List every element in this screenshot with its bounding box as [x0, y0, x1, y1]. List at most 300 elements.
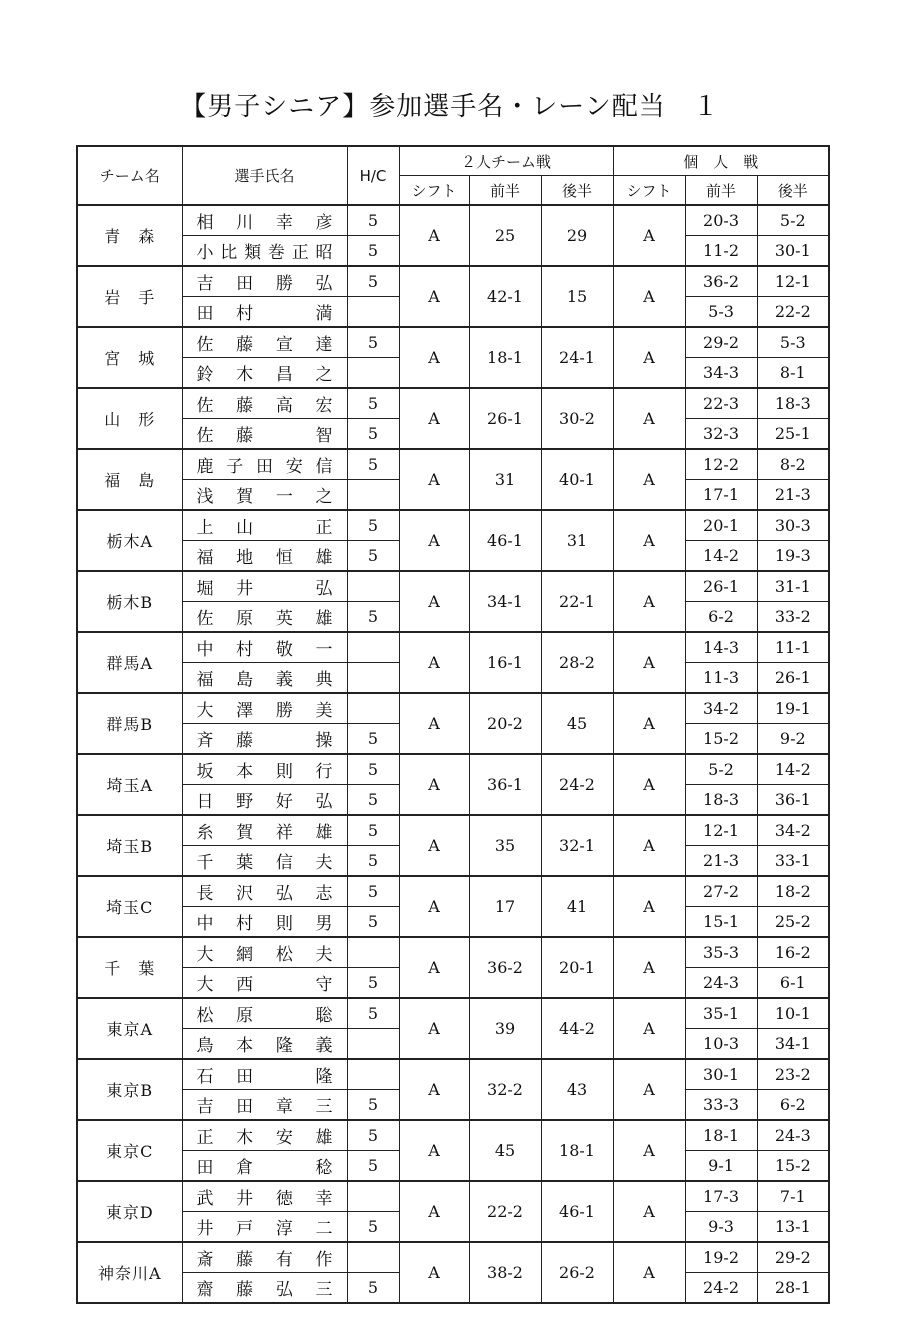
individual-second-half: 30-1 — [757, 236, 829, 267]
player-name — [182, 297, 347, 328]
doubles-first-half: 42-1 — [469, 266, 541, 327]
individual-second-half: 19-3 — [757, 541, 829, 572]
doubles-shift: A — [399, 876, 469, 937]
handicap: 5 — [347, 1090, 399, 1121]
individual-shift: A — [613, 388, 685, 449]
doubles-shift: A — [399, 388, 469, 449]
doubles-shift: A — [399, 998, 469, 1059]
individual-first-half: 10-3 — [685, 1029, 757, 1060]
doubles-first-half: 26-1 — [469, 388, 541, 449]
handicap: 5 — [347, 266, 399, 297]
individual-first-half: 12-1 — [685, 815, 757, 846]
individual-second-half: 5-2 — [757, 205, 829, 236]
individual-shift: A — [613, 937, 685, 998]
individual-first-half: 18-1 — [685, 1120, 757, 1151]
individual-first-half: 30-1 — [685, 1059, 757, 1090]
doubles-shift: A — [399, 571, 469, 632]
player-name — [182, 998, 347, 1029]
player-name — [182, 388, 347, 419]
individual-second-half: 5-3 — [757, 327, 829, 358]
handicap — [347, 571, 399, 602]
table-row — [77, 815, 829, 846]
team-name: 東京D — [77, 1181, 182, 1242]
table-row — [77, 998, 829, 1029]
doubles-second-half: 24-1 — [541, 327, 613, 388]
player-name — [182, 358, 347, 389]
handicap — [347, 1242, 399, 1273]
individual-first-half: 15-1 — [685, 907, 757, 938]
team-name: 東京B — [77, 1059, 182, 1120]
handicap: 5 — [347, 236, 399, 267]
player-name — [182, 724, 347, 755]
individual-first-half: 35-3 — [685, 937, 757, 968]
team-name: 群馬A — [77, 632, 182, 693]
team-name: 山 形 — [77, 388, 182, 449]
doubles-shift: A — [399, 937, 469, 998]
individual-second-half: 29-2 — [757, 1242, 829, 1273]
player-name — [182, 327, 347, 358]
player-name — [182, 1242, 347, 1273]
individual-first-half: 24-2 — [685, 1273, 757, 1304]
team-name: 東京A — [77, 998, 182, 1059]
individual-second-half: 18-3 — [757, 388, 829, 419]
handicap — [347, 480, 399, 511]
player-name-text: 中村敬一 — [196, 640, 335, 660]
individual-first-half: 27-2 — [685, 876, 757, 907]
individual-first-half: 34-3 — [685, 358, 757, 389]
handicap: 5 — [347, 724, 399, 755]
doubles-first-half: 20-2 — [469, 693, 541, 754]
table-row — [77, 1120, 829, 1151]
doubles-second-half: 31 — [541, 510, 613, 571]
doubles-second-half: 24-2 — [541, 754, 613, 815]
player-name-text: 佐藤 智 — [196, 426, 335, 446]
player-name — [182, 480, 347, 511]
player-name — [182, 785, 347, 816]
doubles-shift: A — [399, 632, 469, 693]
player-name — [182, 510, 347, 541]
doubles-second-half: 41 — [541, 876, 613, 937]
table-row — [77, 266, 829, 297]
doubles-second-half: 15 — [541, 266, 613, 327]
individual-second-half: 6-1 — [757, 968, 829, 999]
header-doubles: ２人チーム戦 — [399, 146, 613, 176]
individual-first-half: 29-2 — [685, 327, 757, 358]
doubles-first-half: 22-2 — [469, 1181, 541, 1242]
handicap: 5 — [347, 754, 399, 785]
player-name-text: 斎藤有作 — [196, 1250, 335, 1270]
handicap: 5 — [347, 449, 399, 480]
player-name-text: 鈴木昌之 — [196, 365, 335, 385]
doubles-shift: A — [399, 205, 469, 266]
handicap: 5 — [347, 1212, 399, 1243]
doubles-second-half: 32-1 — [541, 815, 613, 876]
player-name-text: 長沢弘志 — [196, 884, 335, 904]
individual-second-half: 10-1 — [757, 998, 829, 1029]
doubles-second-half: 40-1 — [541, 449, 613, 510]
individual-second-half: 34-2 — [757, 815, 829, 846]
individual-first-half: 17-1 — [685, 480, 757, 511]
doubles-first-half: 36-2 — [469, 937, 541, 998]
individual-second-half: 7-1 — [757, 1181, 829, 1212]
handicap — [347, 663, 399, 694]
individual-first-half: 11-2 — [685, 236, 757, 267]
doubles-first-half: 46-1 — [469, 510, 541, 571]
doubles-shift: A — [399, 266, 469, 327]
handicap — [347, 693, 399, 724]
team-name: 埼玉B — [77, 815, 182, 876]
table-row — [77, 754, 829, 785]
header-individual-shift: シフト — [613, 176, 685, 206]
individual-second-half: 31-1 — [757, 571, 829, 602]
player-name-text: 小比類巻正昭 — [196, 243, 335, 263]
individual-second-half: 6-2 — [757, 1090, 829, 1121]
player-name — [182, 907, 347, 938]
player-name-text: 佐藤高宏 — [196, 396, 335, 416]
doubles-shift: A — [399, 449, 469, 510]
player-name — [182, 876, 347, 907]
individual-second-half: 21-3 — [757, 480, 829, 511]
player-name-text: 鳥本隆義 — [196, 1036, 335, 1056]
individual-second-half: 16-2 — [757, 937, 829, 968]
player-name-text: 吉田章三 — [196, 1097, 335, 1117]
individual-second-half: 12-1 — [757, 266, 829, 297]
individual-second-half: 22-2 — [757, 297, 829, 328]
individual-shift: A — [613, 1059, 685, 1120]
doubles-second-half: 30-2 — [541, 388, 613, 449]
team-name: 群馬B — [77, 693, 182, 754]
individual-first-half: 20-1 — [685, 510, 757, 541]
player-name-text: 正木安雄 — [196, 1128, 335, 1148]
doubles-first-half: 31 — [469, 449, 541, 510]
handicap — [347, 297, 399, 328]
player-name — [182, 1059, 347, 1090]
individual-shift: A — [613, 754, 685, 815]
handicap: 5 — [347, 1273, 399, 1304]
player-name — [182, 815, 347, 846]
table-row — [77, 1242, 829, 1273]
individual-first-half: 5-3 — [685, 297, 757, 328]
individual-shift: A — [613, 266, 685, 327]
individual-first-half: 21-3 — [685, 846, 757, 877]
player-name — [182, 1029, 347, 1060]
table-row — [77, 632, 829, 663]
individual-second-half: 24-3 — [757, 1120, 829, 1151]
player-name — [182, 1212, 347, 1243]
lane-assignment-table — [76, 145, 830, 1304]
player-name-text: 武井徳幸 — [196, 1189, 335, 1209]
player-name-text: 井戸淳二 — [196, 1219, 335, 1239]
player-name — [182, 419, 347, 450]
player-name — [182, 663, 347, 694]
table-row — [77, 205, 829, 236]
player-name — [182, 968, 347, 999]
doubles-shift: A — [399, 1181, 469, 1242]
doubles-first-half: 16-1 — [469, 632, 541, 693]
doubles-second-half: 45 — [541, 693, 613, 754]
header-individual: 個 人 戦 — [613, 146, 829, 176]
doubles-shift: A — [399, 754, 469, 815]
player-name-text: 浅賀一之 — [196, 487, 335, 507]
team-name: 東京C — [77, 1120, 182, 1181]
individual-first-half: 36-2 — [685, 266, 757, 297]
player-name-text: 福島義典 — [196, 670, 335, 690]
team-name: 神奈川A — [77, 1242, 182, 1303]
individual-first-half: 14-2 — [685, 541, 757, 572]
individual-second-half: 36-1 — [757, 785, 829, 816]
individual-shift: A — [613, 205, 685, 266]
individual-first-half: 9-3 — [685, 1212, 757, 1243]
individual-shift: A — [613, 571, 685, 632]
doubles-first-half: 34-1 — [469, 571, 541, 632]
player-name — [182, 693, 347, 724]
handicap: 5 — [347, 907, 399, 938]
handicap — [347, 358, 399, 389]
doubles-second-half: 18-1 — [541, 1120, 613, 1181]
player-name — [182, 236, 347, 267]
individual-first-half: 14-3 — [685, 632, 757, 663]
player-name-text: 佐藤宣達 — [196, 335, 335, 355]
doubles-first-half: 36-1 — [469, 754, 541, 815]
individual-first-half: 33-3 — [685, 1090, 757, 1121]
doubles-shift: A — [399, 1242, 469, 1303]
individual-second-half: 28-1 — [757, 1273, 829, 1304]
table-row — [77, 693, 829, 724]
player-name-text: 坂本則行 — [196, 762, 335, 782]
table-row — [77, 571, 829, 602]
handicap — [347, 632, 399, 663]
header-doubles-shift: シフト — [399, 176, 469, 206]
handicap — [347, 937, 399, 968]
table-row — [77, 388, 829, 419]
doubles-first-half: 45 — [469, 1120, 541, 1181]
team-name: 青 森 — [77, 205, 182, 266]
doubles-shift: A — [399, 327, 469, 388]
individual-first-half: 24-3 — [685, 968, 757, 999]
team-name: 栃木A — [77, 510, 182, 571]
individual-shift: A — [613, 632, 685, 693]
player-name-text: 田村 満 — [196, 304, 335, 324]
doubles-second-half: 44-2 — [541, 998, 613, 1059]
handicap — [347, 1059, 399, 1090]
individual-second-half: 33-2 — [757, 602, 829, 633]
team-name: 埼玉A — [77, 754, 182, 815]
individual-first-half: 15-2 — [685, 724, 757, 755]
player-name — [182, 602, 347, 633]
handicap: 5 — [347, 510, 399, 541]
player-name-text: 千葉信夫 — [196, 853, 335, 873]
header-hc: H/C — [347, 146, 399, 205]
individual-first-half: 35-1 — [685, 998, 757, 1029]
doubles-second-half: 28-2 — [541, 632, 613, 693]
individual-first-half: 11-3 — [685, 663, 757, 694]
player-name-text: 田倉 稔 — [196, 1158, 335, 1178]
player-name — [182, 632, 347, 663]
player-name-text: 大澤勝美 — [196, 701, 335, 721]
team-name: 千 葉 — [77, 937, 182, 998]
doubles-first-half: 35 — [469, 815, 541, 876]
individual-first-half: 5-2 — [685, 754, 757, 785]
handicap: 5 — [347, 327, 399, 358]
individual-first-half: 19-2 — [685, 1242, 757, 1273]
player-name-text: 福地恒雄 — [196, 548, 335, 568]
player-name-text: 鹿子田安信 — [196, 457, 335, 477]
table-row — [77, 937, 829, 968]
individual-first-half: 32-3 — [685, 419, 757, 450]
individual-first-half: 34-2 — [685, 693, 757, 724]
handicap: 5 — [347, 1151, 399, 1182]
player-name-text: 吉田勝弘 — [196, 274, 335, 294]
player-name-text: 上山 正 — [196, 518, 335, 538]
table-row — [77, 1059, 829, 1090]
individual-first-half: 18-3 — [685, 785, 757, 816]
handicap: 5 — [347, 541, 399, 572]
individual-second-half: 15-2 — [757, 1151, 829, 1182]
individual-second-half: 9-2 — [757, 724, 829, 755]
player-name-text: 日野好弘 — [196, 792, 335, 812]
doubles-shift: A — [399, 815, 469, 876]
player-name-text: 堀井 弘 — [196, 579, 335, 599]
handicap: 5 — [347, 205, 399, 236]
individual-first-half: 20-3 — [685, 205, 757, 236]
player-name — [182, 1151, 347, 1182]
table-row — [77, 510, 829, 541]
doubles-second-half: 20-1 — [541, 937, 613, 998]
individual-second-half: 19-1 — [757, 693, 829, 724]
player-name — [182, 541, 347, 572]
individual-second-half: 30-3 — [757, 510, 829, 541]
doubles-shift: A — [399, 1059, 469, 1120]
individual-second-half: 33-1 — [757, 846, 829, 877]
doubles-second-half: 46-1 — [541, 1181, 613, 1242]
player-name-text: 齋藤弘三 — [196, 1280, 335, 1300]
header-doubles-second-half: 後半 — [541, 176, 613, 206]
doubles-second-half: 26-2 — [541, 1242, 613, 1303]
individual-shift: A — [613, 876, 685, 937]
player-name-text: 大網松夫 — [196, 945, 335, 965]
player-name-text: 糸賀祥雄 — [196, 823, 335, 843]
doubles-shift: A — [399, 510, 469, 571]
player-name-text: 石田 隆 — [196, 1067, 335, 1087]
doubles-first-half: 25 — [469, 205, 541, 266]
team-name: 栃木B — [77, 571, 182, 632]
handicap: 5 — [347, 998, 399, 1029]
individual-second-half: 18-2 — [757, 876, 829, 907]
handicap: 5 — [347, 602, 399, 633]
individual-shift: A — [613, 1181, 685, 1242]
header-team: チーム名 — [77, 146, 182, 205]
player-name-text: 相川幸彦 — [196, 213, 335, 233]
handicap: 5 — [347, 785, 399, 816]
individual-shift: A — [613, 998, 685, 1059]
player-name — [182, 846, 347, 877]
handicap: 5 — [347, 388, 399, 419]
table-row — [77, 327, 829, 358]
individual-first-half: 26-1 — [685, 571, 757, 602]
handicap: 5 — [347, 419, 399, 450]
player-name — [182, 937, 347, 968]
table-row — [77, 876, 829, 907]
doubles-first-half: 32-2 — [469, 1059, 541, 1120]
individual-second-half: 25-2 — [757, 907, 829, 938]
individual-first-half: 12-2 — [685, 449, 757, 480]
handicap: 5 — [347, 876, 399, 907]
individual-first-half: 6-2 — [685, 602, 757, 633]
handicap: 5 — [347, 846, 399, 877]
individual-shift: A — [613, 1242, 685, 1303]
individual-second-half: 13-1 — [757, 1212, 829, 1243]
doubles-second-half: 22-1 — [541, 571, 613, 632]
individual-shift: A — [613, 815, 685, 876]
player-name — [182, 266, 347, 297]
handicap — [347, 1181, 399, 1212]
doubles-first-half: 18-1 — [469, 327, 541, 388]
player-name — [182, 1273, 347, 1304]
player-name — [182, 449, 347, 480]
page-title: 【男子シニア】参加選手名・レーン配当 １ — [180, 92, 720, 122]
player-name-text: 佐原英雄 — [196, 609, 335, 629]
player-name — [182, 205, 347, 236]
doubles-first-half: 39 — [469, 998, 541, 1059]
handicap — [347, 1029, 399, 1060]
individual-second-half: 26-1 — [757, 663, 829, 694]
individual-shift: A — [613, 510, 685, 571]
doubles-shift: A — [399, 1120, 469, 1181]
individual-second-half: 11-1 — [757, 632, 829, 663]
player-name — [182, 1181, 347, 1212]
team-name: 埼玉C — [77, 876, 182, 937]
table-row — [77, 1181, 829, 1212]
individual-second-half: 34-1 — [757, 1029, 829, 1060]
handicap: 5 — [347, 1120, 399, 1151]
doubles-shift: A — [399, 693, 469, 754]
individual-first-half: 22-3 — [685, 388, 757, 419]
header-player: 選手氏名 — [182, 146, 347, 205]
team-name: 福 島 — [77, 449, 182, 510]
individual-shift: A — [613, 327, 685, 388]
table-row — [77, 449, 829, 480]
individual-shift: A — [613, 449, 685, 510]
individual-first-half: 9-1 — [685, 1151, 757, 1182]
player-name-text: 大西 守 — [196, 975, 335, 995]
individual-second-half: 25-1 — [757, 419, 829, 450]
player-name — [182, 571, 347, 602]
doubles-second-half: 29 — [541, 205, 613, 266]
player-name-text: 松原 聡 — [196, 1006, 335, 1026]
team-name: 岩 手 — [77, 266, 182, 327]
doubles-first-half: 38-2 — [469, 1242, 541, 1303]
handicap: 5 — [347, 815, 399, 846]
header-doubles-first-half: 前半 — [469, 176, 541, 206]
individual-second-half: 8-2 — [757, 449, 829, 480]
player-name-text: 中村則男 — [196, 914, 335, 934]
doubles-second-half: 43 — [541, 1059, 613, 1120]
doubles-first-half: 17 — [469, 876, 541, 937]
header-individual-first-half: 前半 — [685, 176, 757, 206]
player-name-text: 斉藤 操 — [196, 731, 335, 751]
team-name: 宮 城 — [77, 327, 182, 388]
player-name — [182, 1120, 347, 1151]
individual-shift: A — [613, 1120, 685, 1181]
individual-first-half: 17-3 — [685, 1181, 757, 1212]
individual-second-half: 14-2 — [757, 754, 829, 785]
individual-second-half: 23-2 — [757, 1059, 829, 1090]
player-name — [182, 1090, 347, 1121]
team-rows — [77, 205, 829, 1303]
individual-shift: A — [613, 693, 685, 754]
handicap: 5 — [347, 968, 399, 999]
player-name — [182, 754, 347, 785]
